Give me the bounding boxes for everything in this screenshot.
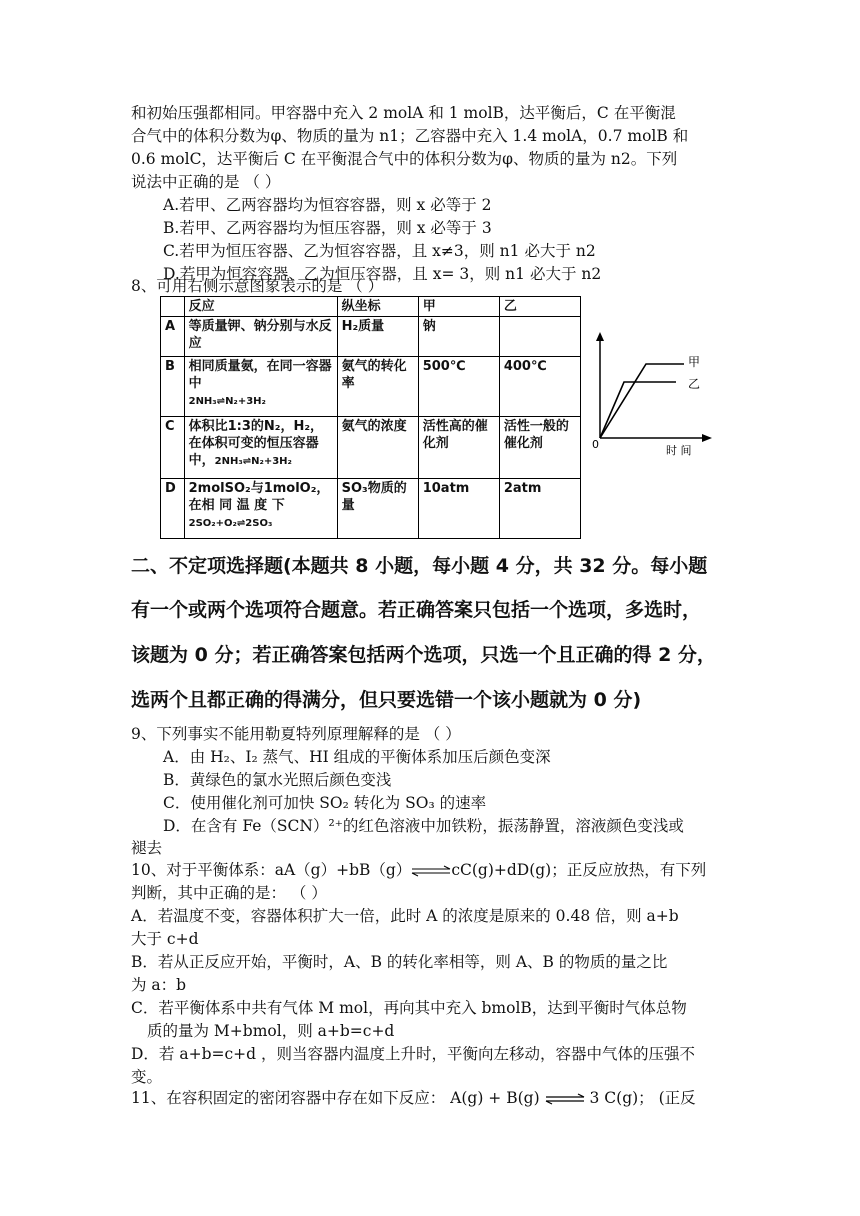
- header-cell-yi: 乙: [499, 297, 580, 317]
- q9-option-d: D．在含有 Fe（SCN）²⁺的红色溶液中加铁粉，振荡静置，溶液颜色变浅或: [163, 817, 684, 835]
- q8-reaction-table: [160, 296, 581, 539]
- q10-line-d: D．若 a+b=c+d ，则当容器内温度上升时，平衡向左移动，容器中气体的压强不: [131, 1045, 696, 1063]
- header-cell-ycoord: 纵坐标: [337, 297, 418, 317]
- row-yi: 2atm: [499, 479, 580, 539]
- row-label: A: [161, 317, 185, 357]
- table-row: [161, 417, 581, 479]
- row-ycoord: 氨气的浓度: [337, 417, 418, 479]
- q10-stem-2: 判断，其中正确的是： （ ）: [131, 884, 327, 902]
- row-ycoord: 氨气的转化率: [337, 357, 418, 417]
- q8-schematic-graph: [588, 330, 718, 460]
- row-label: B: [161, 357, 185, 417]
- q9-option-d-cont: 褪去: [131, 839, 163, 857]
- curve-yi: [600, 382, 676, 438]
- q7-line-3: 0.6 molC，达平衡后 C 在平衡混合气中的体积分数为φ、物质的量为 n2。下列: [131, 150, 678, 168]
- row-reaction: 等质量钾、钠分别与水反应: [184, 317, 337, 357]
- q10-line-a-cont: 大于 c+d: [131, 930, 199, 948]
- q11-stem: 11、在容积固定的密闭容器中存在如下反应： A(g) + B(g) 3 C(g)； (正反: [131, 1089, 696, 1107]
- header-cell-label: [161, 297, 185, 317]
- table-row: [161, 317, 581, 357]
- q10-line-c-cont: 质的量为 M+bmol，则 a+b=c+d: [147, 1022, 395, 1040]
- row-equation: 2NH₃⇌N₂+3H₂: [214, 456, 292, 467]
- row-yi: [499, 317, 580, 357]
- label-yi: 乙: [688, 377, 701, 391]
- row-equation: 2NH₃⇌N₂+3H₂: [188, 396, 266, 407]
- x-axis-label: 时 间: [666, 444, 692, 457]
- row-jia: 钠: [418, 317, 499, 357]
- q10-line-a: A．若温度不变，容器体积扩大一倍，此时 A 的浓度是原来的 0.48 倍，则 a+b: [131, 907, 679, 925]
- row-reaction: 2molSO₂与1molO₂，在相 同 温 度 下 2SO₂+O₂⇌2SO₃: [184, 479, 337, 539]
- q9-option-c: C．使用催化剂可加快 SO₂ 转化为 SO₃ 的速率: [163, 794, 487, 812]
- label-jia: 甲: [688, 355, 701, 369]
- q8-stem: 8、可用右侧示意图象表示的是 （ ）: [131, 277, 384, 295]
- row-yi: 400℃: [499, 357, 580, 417]
- section2-line-4: 选两个且都正确的得满分，但只要选错一个该小题就为 0 分): [131, 689, 642, 711]
- q7-line-1: 和初始压强都相同。甲容器中充入 2 molA 和 1 molB，达平衡后，C 在平衡混: [131, 104, 676, 122]
- q9-option-a: A．由 H₂、I₂ 蒸气、HI 组成的平衡体系加压后颜色变深: [163, 748, 551, 766]
- header-cell-reaction: 反应: [184, 297, 337, 317]
- row-label: D: [161, 479, 185, 539]
- row-equation: 2SO₂+O₂⇌2SO₃: [188, 518, 273, 529]
- section2-line-3: 该题为 0 分；若正确答案包括两个选项，只选一个且正确的得 2 分，: [131, 644, 716, 666]
- q9-stem: 9、下列事实不能用勒夏特列原理解释的是 （ ）: [131, 725, 461, 743]
- table-row: [161, 479, 581, 539]
- section2-line-1: 二、不定项选择题(本题共 8 小题，每小题 4 分，共 32 分。每小题: [131, 555, 708, 577]
- q10-stem: 10、对于平衡体系：aA（g）+bB（g） cC(g)+dD(g)；正反应放热，有下列: [131, 861, 707, 879]
- q7-option-c: C.若甲为恒压容器、乙为恒容容器，且 x≠3，则 n1 必大于 n2: [163, 242, 596, 260]
- equilibrium-arrow-icon: [411, 865, 451, 877]
- y-axis-arrow: [596, 332, 604, 341]
- table-header-row: [161, 297, 581, 317]
- row-ycoord: SO₃物质的量: [337, 479, 418, 539]
- q7-option-a: A.若甲、乙两容器均为恒容容器，则 x 必等于 2: [163, 196, 492, 214]
- header-cell-jia: 甲: [418, 297, 499, 317]
- q10-line-b: B．若从正反应开始，平衡时，A、B 的转化率相等，则 A、B 的物质的量之比: [131, 953, 668, 971]
- q7-option-b: B.若甲、乙两容器均为恒压容器，则 x 必等于 3: [163, 219, 492, 237]
- q7-line-4: 说法中正确的是 （ ）: [131, 173, 281, 191]
- row-jia: 500℃: [418, 357, 499, 417]
- q10-line-d-cont: 变。: [131, 1068, 163, 1086]
- q7-option-d: D.若甲为恒容容器、乙为恒压容器，且 x= 3，则 n1 必大于 n2: [163, 265, 602, 283]
- row-jia: 活性高的催化剂: [418, 417, 499, 479]
- table-row: [161, 357, 581, 417]
- x-axis-arrow: [702, 434, 712, 442]
- q7-line-2: 合气中的体积分数为φ、物质的量为 n1；乙容器中充入 1.4 molA，0.7 molB 和: [131, 127, 689, 145]
- q10-line-b-cont: 为 a：b: [131, 976, 187, 994]
- origin-label: 0: [592, 438, 599, 451]
- row-ycoord: H₂质量: [337, 317, 418, 357]
- row-reaction: 相同质量氨，在同一容器中 2NH₃⇌N₂+3H₂: [184, 357, 337, 417]
- row-yi: 活性一般的催化剂: [499, 417, 580, 479]
- curve-jia: [600, 364, 684, 438]
- row-reaction: 体积比1:3的N₂，H₂，在体积可变的恒压容器中，2NH₃⇌N₂+3H₂: [184, 417, 337, 479]
- row-jia: 10atm: [418, 479, 499, 539]
- row-label: C: [161, 417, 185, 479]
- q10-line-c: C．若平衡体系中共有气体 M mol，再向其中充入 bmolB，达到平衡时气体总物: [131, 999, 687, 1017]
- q9-option-b: B．黄绿色的氯水光照后颜色变浅: [163, 771, 392, 789]
- section2-line-2: 有一个或两个选项符合题意。若正确答案只包括一个选项，多选时，: [131, 599, 702, 621]
- equilibrium-arrow-icon: [545, 1093, 585, 1105]
